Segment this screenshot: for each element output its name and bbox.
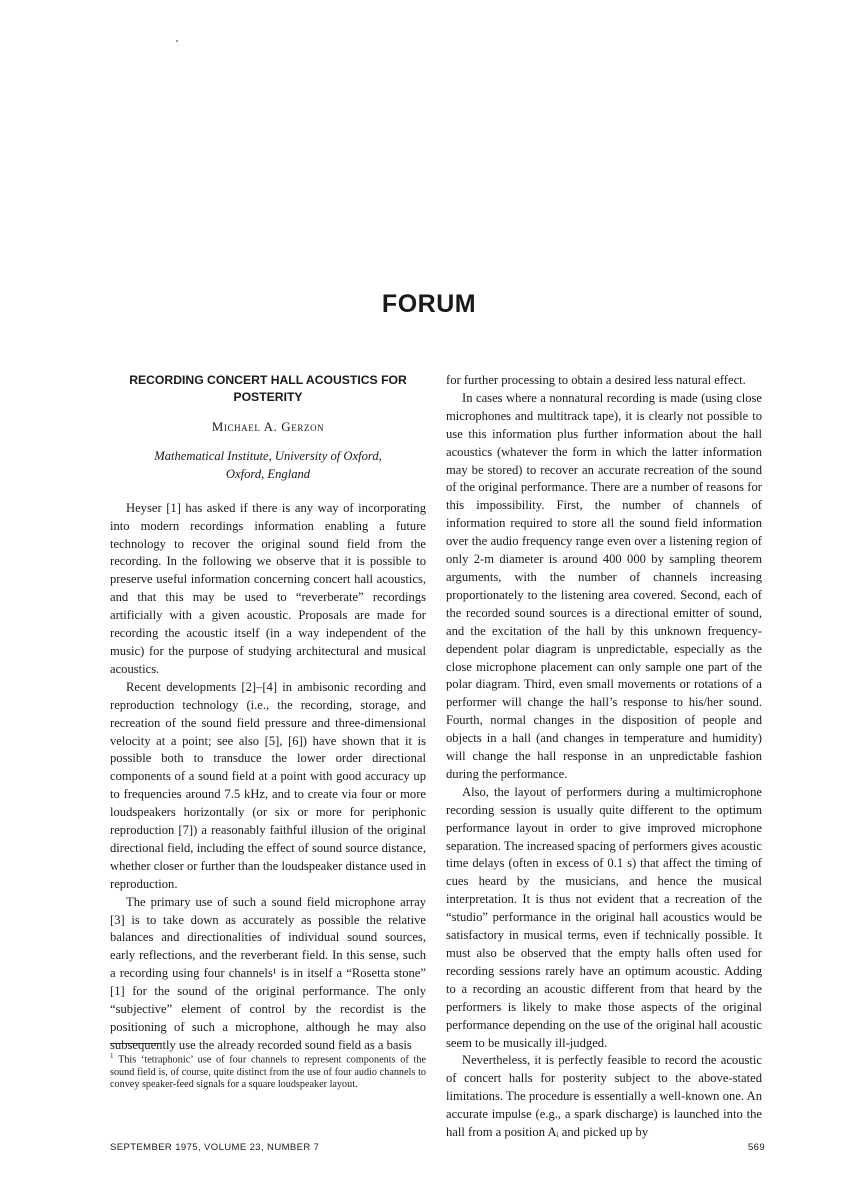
footer-page-number: 569 — [748, 1142, 766, 1153]
footnote — [110, 1050, 426, 1092]
left-column — [110, 372, 426, 1055]
article-title — [110, 372, 426, 406]
footnote-divider — [110, 1043, 162, 1044]
left-paragraph-2: Recent developments [2]–[4] in ambisonic recording and reproduction technology (i.e., the recording, storage, and recreation of the sound field pressure and three-dimensional velocity at a point; see also [5], [6]) have shown that it is possible both to transduce the lower order directional components of a sound field at a point with good accuracy up to frequencies around 7.5 kHz, and to create via four or more loudspeakers horizontally (or six or more for periphonic reproduction [7]) a reasonably faithful illusion of the original directional field, including the effect of sound source distance, whether closer or further than the loudspeaker distance used in reproduction. — [110, 679, 426, 891]
page-title: FORUM — [381, 290, 477, 318]
right-paragraph-4: Nevertheless, it is perfectly feasible to record the acoustic of concert halls for posterity subject to the above-stated limitations. The procedure is essentially a well-known one. An accurate impulse (e.g., a spark discharge) is launched into the hall from a position Aᵢ and picked up by — [446, 1053, 762, 1140]
right-paragraph-3: Also, the layout of performers during a multimicrophone recording session is usually quite different to the optimum performance layout in order to give improved microphone separation. The increased spacing of performers gives acoustic time delays (often in excess of 0.1 s) that affect the timing of cues heard by the musicians, and hence the musical interpretation. It is thus not evident that a recreation of the “studio” performance in the original hall acoustics would be satisfactory in musical terms, even if technically possible. It must also be observed that the empty halls often used for recording sessions rarely have an optimum acoustic. Adding to a recording an acoustic different from that heard by the performers is likely to make those aspects of the original performance depending on the use of the original hall acoustic seem to be musically ill-judged. — [446, 784, 762, 1050]
right-paragraph-2: In cases where a nonnatural recording is made (using close microphones and multitrack tape), it is clearly not possible to use this information plus further information about the hall acoustics (whatever the form in which the latter information may be stored) to recover an accurate recreation of the sound of the original performance. There are a number of reasons for this impossibility. First, the number of channels of information required to store all the sound field information over the audio frequency range even over a listening region of only 2-m diameter is around 400 000 by sampling theorem arguments, with the number of channels increasing proportionately to the listening area covered. Second, each of the recorded sound sources is a directional emitter of sound, and the excitation of the hall by this unknown frequency-dependent polar diagram is unpredictable, especially as the close microphone placement can only sample one part of the polar diagram. Third, even small movements or rotations of a performer will change the hall’s response to his/her sound. Fourth, normal changes in the disposition of people and objects in a hall (and changes in temperature and humidity) will change the hall response in an unpredictable fashion during the performance. — [446, 390, 762, 781]
footnote-marker: 1 — [110, 1052, 114, 1060]
right-column — [446, 372, 762, 1142]
footnote-text: This ‘tetraphonic’ use of four channels to represent components of the sound field is, of course, quite distinct from the use of four audio channels to convey speaker-feed signals for a square loudspeaker layout. — [110, 1054, 426, 1091]
author-name: Michael A. Gerzon — [211, 419, 325, 434]
author-affiliation — [110, 448, 426, 484]
left-paragraph-1: Heyser [1] has asked if there is any way of incorporating into modern recordings information enabling a future technology to recover the original sound field from the recording. In the following we observe that it is possible to preserve useful information concerning concert hall acoustics, and that this may be used to “reverberate” recordings artificially with a given acoustic. Proposals are made for recording the acoustic itself (in a way independent of the music) for the purpose of studying architectural and musical acoustics. — [110, 500, 426, 676]
scan-speck — [176, 40, 178, 42]
affiliation-line-1: Mathematical Institute, University of Oxford, — [154, 448, 382, 463]
right-paragraph-1: for further processing to obtain a desired less natural effect. — [446, 373, 746, 387]
left-paragraph-3: The primary use of such a sound field microphone array [3] is to take down as accurately as possible the relative balances and directionalities of individual sound sources, early reflections, and the reverberant field. In this sense, such a recording using four channels¹ is in itself a “Rosetta stone” [1] for the sound of the original performance. The only “subjective” element of control by the recordist is the positioning of such a microphone, although he may also subsequently use the already recorded sound field as a basis — [110, 894, 426, 1052]
affiliation-line-2: Oxford, England — [225, 466, 311, 481]
footer-journal-issue: SEPTEMBER 1975, VOLUME 23, NUMBER 7 — [110, 1142, 320, 1153]
article-title-line-1: RECORDING CONCERT HALL ACOUSTICS FOR — [129, 373, 407, 387]
article-title-line-2: POSTERITY — [233, 390, 303, 404]
